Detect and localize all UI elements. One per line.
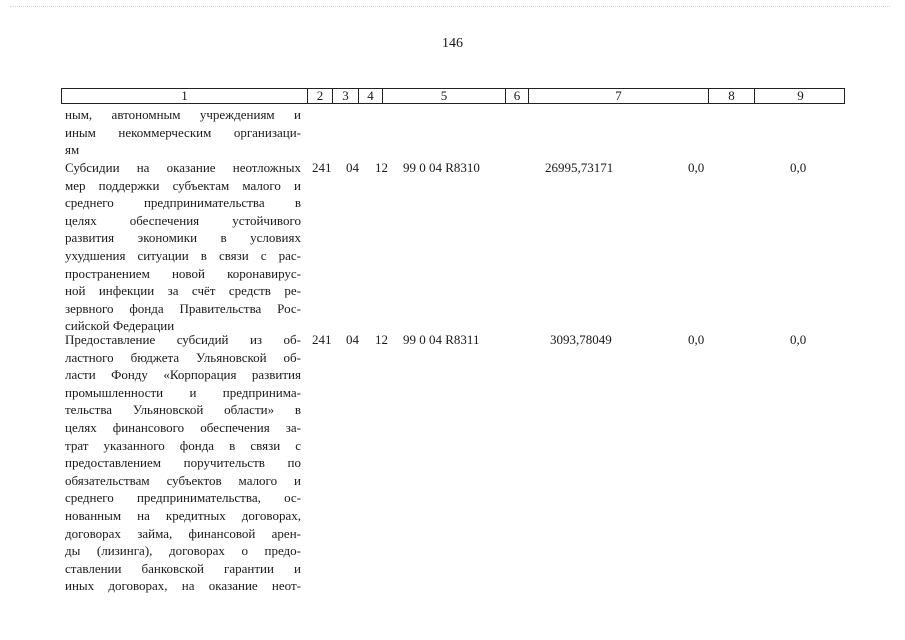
header-col-1: 1 (62, 89, 308, 103)
row-col-8: 0,0 (688, 160, 705, 175)
header-col-3: 3 (333, 89, 359, 103)
row-text-line: ной инфекции за счёт средств ре- (65, 283, 301, 299)
row-text-line: ухудшения ситуации в связи с рас- (65, 247, 301, 263)
row-text-line: ставлении банковской гарантии и (65, 560, 301, 576)
header-col-8: 8 (709, 89, 755, 103)
row-text-line: промышленности и предпринима- (65, 384, 301, 400)
header-col-6: 6 (506, 89, 529, 103)
row-text-line: ласти Фонду «Корпорация развития (65, 367, 301, 383)
row-text-line: мер поддержки субъектам малого и (65, 177, 301, 193)
row-text-line: иных договорах, на оказание неот- (65, 578, 301, 594)
row-text-line: трат указанного фонда в связи с (65, 437, 301, 453)
row-text-line: среднего предпринимательства, ос- (65, 490, 301, 506)
row-text-line: среднего предпринимательства в (65, 195, 301, 211)
row-col-5: 99 0 04 R8311 (403, 332, 480, 347)
row-col-7: 26995,73171 (545, 160, 614, 175)
row-col-4: 12 (375, 332, 388, 347)
row-text-line: Предоставление субсидий из об- (65, 332, 301, 347)
row-text-line: развития экономики в условиях (65, 230, 301, 246)
row-text-line: ды (лизинга), договорах о предо- (65, 543, 301, 559)
row-text-line: сийской Федерации (65, 318, 175, 334)
row-col-3: 04 (346, 160, 359, 175)
row-col-9: 0,0 (790, 160, 807, 175)
row-text-line: иным некоммерческим организаци- (65, 124, 301, 140)
row-col-3: 04 (346, 332, 359, 347)
header-col-5: 5 (383, 89, 506, 103)
row-col-2: 241 (312, 160, 332, 175)
row-col-8: 0,0 (688, 332, 705, 347)
row-text-line: целях обеспечения устойчивого (65, 212, 301, 228)
row-text-line: тельства Ульяновской области» в (65, 402, 301, 418)
row-text-line: зервного фонда Правительства Рос- (65, 300, 301, 316)
row-text-line: ным, автономным учреждениям и (65, 107, 301, 122)
table-row (65, 159, 301, 335)
row-col-2: 241 (312, 332, 332, 347)
row-text-line: предоставлением поручительств по (65, 455, 301, 471)
row-text-line: ям (65, 142, 80, 158)
row-text-line: нованным на кредитных договорах, (65, 507, 301, 523)
page-number: 146 (442, 36, 463, 51)
row-col-5: 99 0 04 R8310 (403, 160, 480, 175)
header-col-4: 4 (359, 89, 383, 103)
row-col-4: 12 (375, 160, 388, 175)
row-text-line: ластного бюджета Ульяновской об- (65, 349, 301, 365)
table-row (65, 106, 301, 159)
row-text-line: Субсидии на оказание неотложных (65, 160, 301, 175)
row-text-line: обязательствам субъектов малого и (65, 472, 301, 488)
scan-artifact-line (10, 6, 890, 9)
row-col-9: 0,0 (790, 332, 807, 347)
header-col-9: 9 (797, 88, 804, 103)
table-row (65, 331, 301, 595)
table-header-row (61, 88, 845, 104)
row-text-line: целях финансового обеспечения за- (65, 419, 301, 435)
row-col-7: 3093,78049 (550, 332, 612, 347)
header-col-7: 7 (529, 89, 709, 103)
row-text-line: договорах займа, финансовой арен- (65, 525, 301, 541)
row-text-line: пространением новой коронавирус- (65, 265, 301, 281)
header-col-2: 2 (308, 89, 333, 103)
